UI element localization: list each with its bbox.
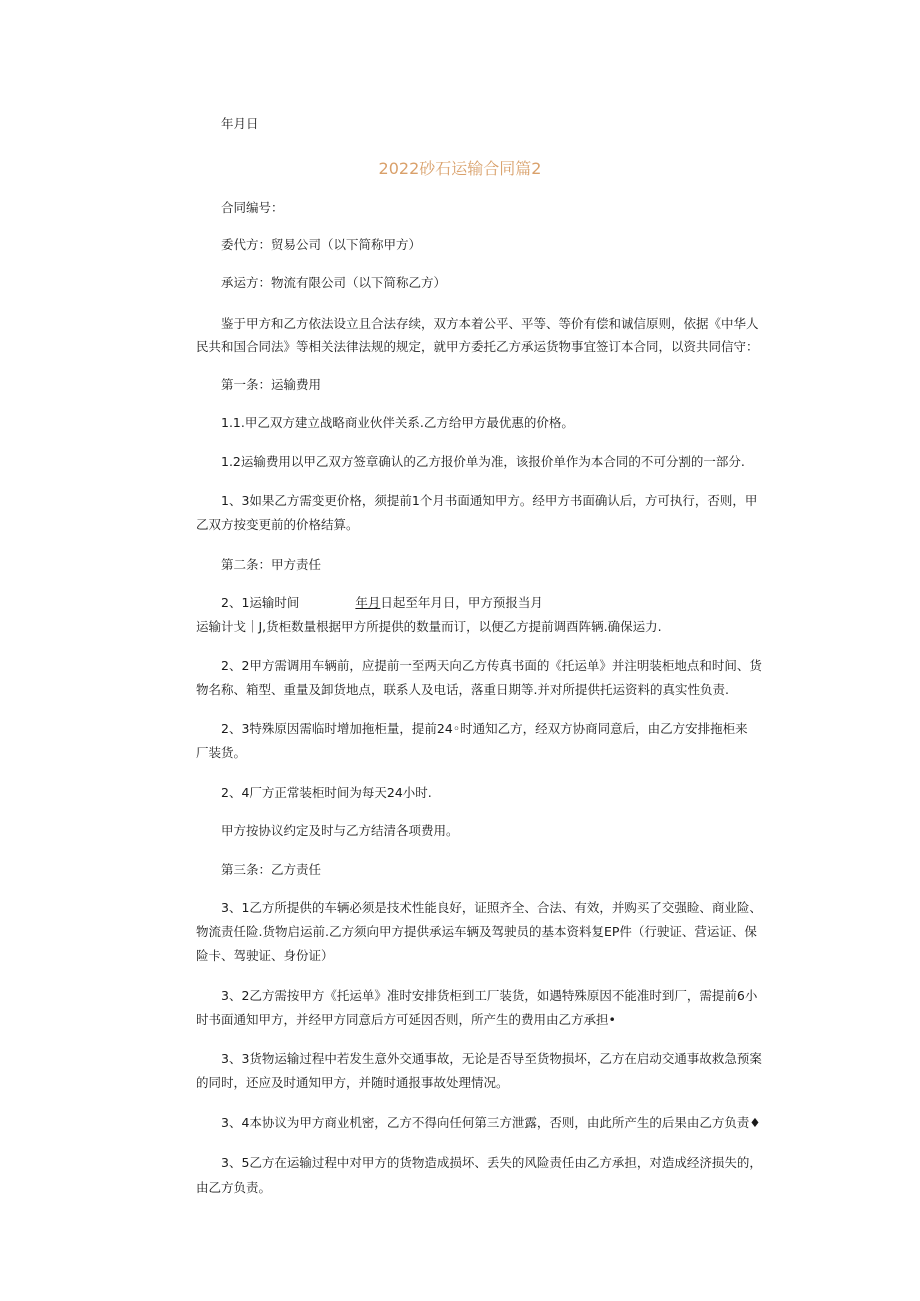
clause-3-3-line-1: 3、3货物运输过程中若发生意外交通事故，无论是否导至货物损坏，乙方在启动交通事故救急预案 <box>221 1051 762 1066</box>
clause-3-1-line-3: 险卡、驾驶证、身份证） <box>196 948 334 963</box>
clause-3-1-line-1: 3、1乙方所提供的车辆必须是技术性能良好，证照齐全、合法、有效，并购买了交强睑、商业险、 <box>221 900 762 915</box>
clause-2-3-line-1: 2、3特殊原因需临时增加拖柜量，提前24◦时通知乙方，经双方协商同意后，由乙方安排拖柜来 <box>221 721 748 736</box>
carrier-party: 承运方：物流有限公司（以下简称乙方） <box>221 275 447 290</box>
clause-2-4: 2、4厂方正常装柜时间为每天24小时. <box>221 785 432 800</box>
article-1-heading: 第一条：运输费用 <box>221 377 322 392</box>
clause-1-1: 1.1.甲乙双方建立战略商业伙伴关系.乙方给甲方最优惠的价格。 <box>221 415 574 430</box>
clause-2-1-rest: 日起至年月日，甲方预报当月 <box>380 595 543 610</box>
article-3-heading: 第三条：乙方责任 <box>221 862 322 877</box>
clause-2-1-underlined: 年月 <box>355 595 381 610</box>
clause-2-1-line-2: 运输计戈｜J,货柜数量根据甲方所提供的数量而订，以便乙方提前调酉阵辆.确保运力. <box>196 619 662 634</box>
clause-3-4: 3、4本协议为甲方商业机密，乙方不得向任何第三方泄露，否则，由此所产生的后果由乙方负责♦ <box>221 1115 761 1130</box>
clause-1-3-line-2: 乙双方按变更前的价格结算。 <box>196 517 359 532</box>
clause-3-1-line-2: 物流责任险.货物启运前.乙方须向甲方提供承运车辆及驾驶员的基本资料复EP件（行驶证、营运证、保 <box>196 924 757 939</box>
date-line: 年月日 <box>221 116 259 131</box>
clause-3-2-line-1: 3、2乙方需按甲方《托运单》准时安排货柜到工厂装货，如遇特殊原因不能准时到厂，需提前6小 <box>221 988 758 1003</box>
clause-3-5-line-2: 由乙方负责。 <box>196 1180 272 1195</box>
clause-3-2-line-2: 时书面通知甲方，并经甲方同意后方可延因否则，所产生的费用由乙方承担• <box>196 1012 616 1027</box>
contract-number: 合同编号： <box>221 200 284 215</box>
clause-2-2-line-1: 2、2甲方需调用车辆前，应提前一至两天向乙方传真书面的《托运单》并注明装柜地点和时间、货 <box>221 658 762 673</box>
client-party: 委代方：贸易公司（以下简称甲方） <box>221 237 422 252</box>
clause-2-5: 甲方按协议约定及时与乙方结清各项费用。 <box>221 823 459 838</box>
article-2-heading: 第二条：甲方责任 <box>221 557 322 572</box>
clause-2-1-label: 2、1运输时间 <box>221 595 300 610</box>
document-title: 2022砂石运输合同篇2 <box>378 159 542 178</box>
preamble-line-1: 鉴于甲方和乙方依法设立且合法存续，双方本着公平、平等、等价有偿和诚信原则，依据《中华人 <box>221 316 759 331</box>
clause-2-2-line-2: 物名称、箱型、重量及卸货地点，联系人及电话，落重日期等.并对所提供托运资料的真实性负责. <box>196 682 729 697</box>
clause-3-5-line-1: 3、5乙方在运输过程中对甲方的货物造成损坏、丢失的风险责任由乙方承担，对造成经济损失的， <box>221 1155 762 1170</box>
clause-1-3-line-1: 1、3如果乙方需变更价格，须提前1个月书面通知甲方。经甲方书面确认后，方可执行，否则，甲 <box>221 493 758 508</box>
clause-1-2: 1.2运输费用以甲乙双方签章确认的乙方报价单为准，该报价单作为本合同的不可分割的一部分. <box>221 454 745 469</box>
clause-2-1-line-1 <box>221 595 543 611</box>
clause-3-3-line-2: 的同时，还应及时通知甲方，并随时通报事故处理情况。 <box>196 1075 509 1090</box>
clause-2-3-line-2: 厂装货。 <box>196 745 247 760</box>
preamble-line-2: 民共和国合同法》等相关法律法规的规定，就甲方委托乙方承运货物事宜签订本合同，以资共同信守： <box>196 339 759 354</box>
